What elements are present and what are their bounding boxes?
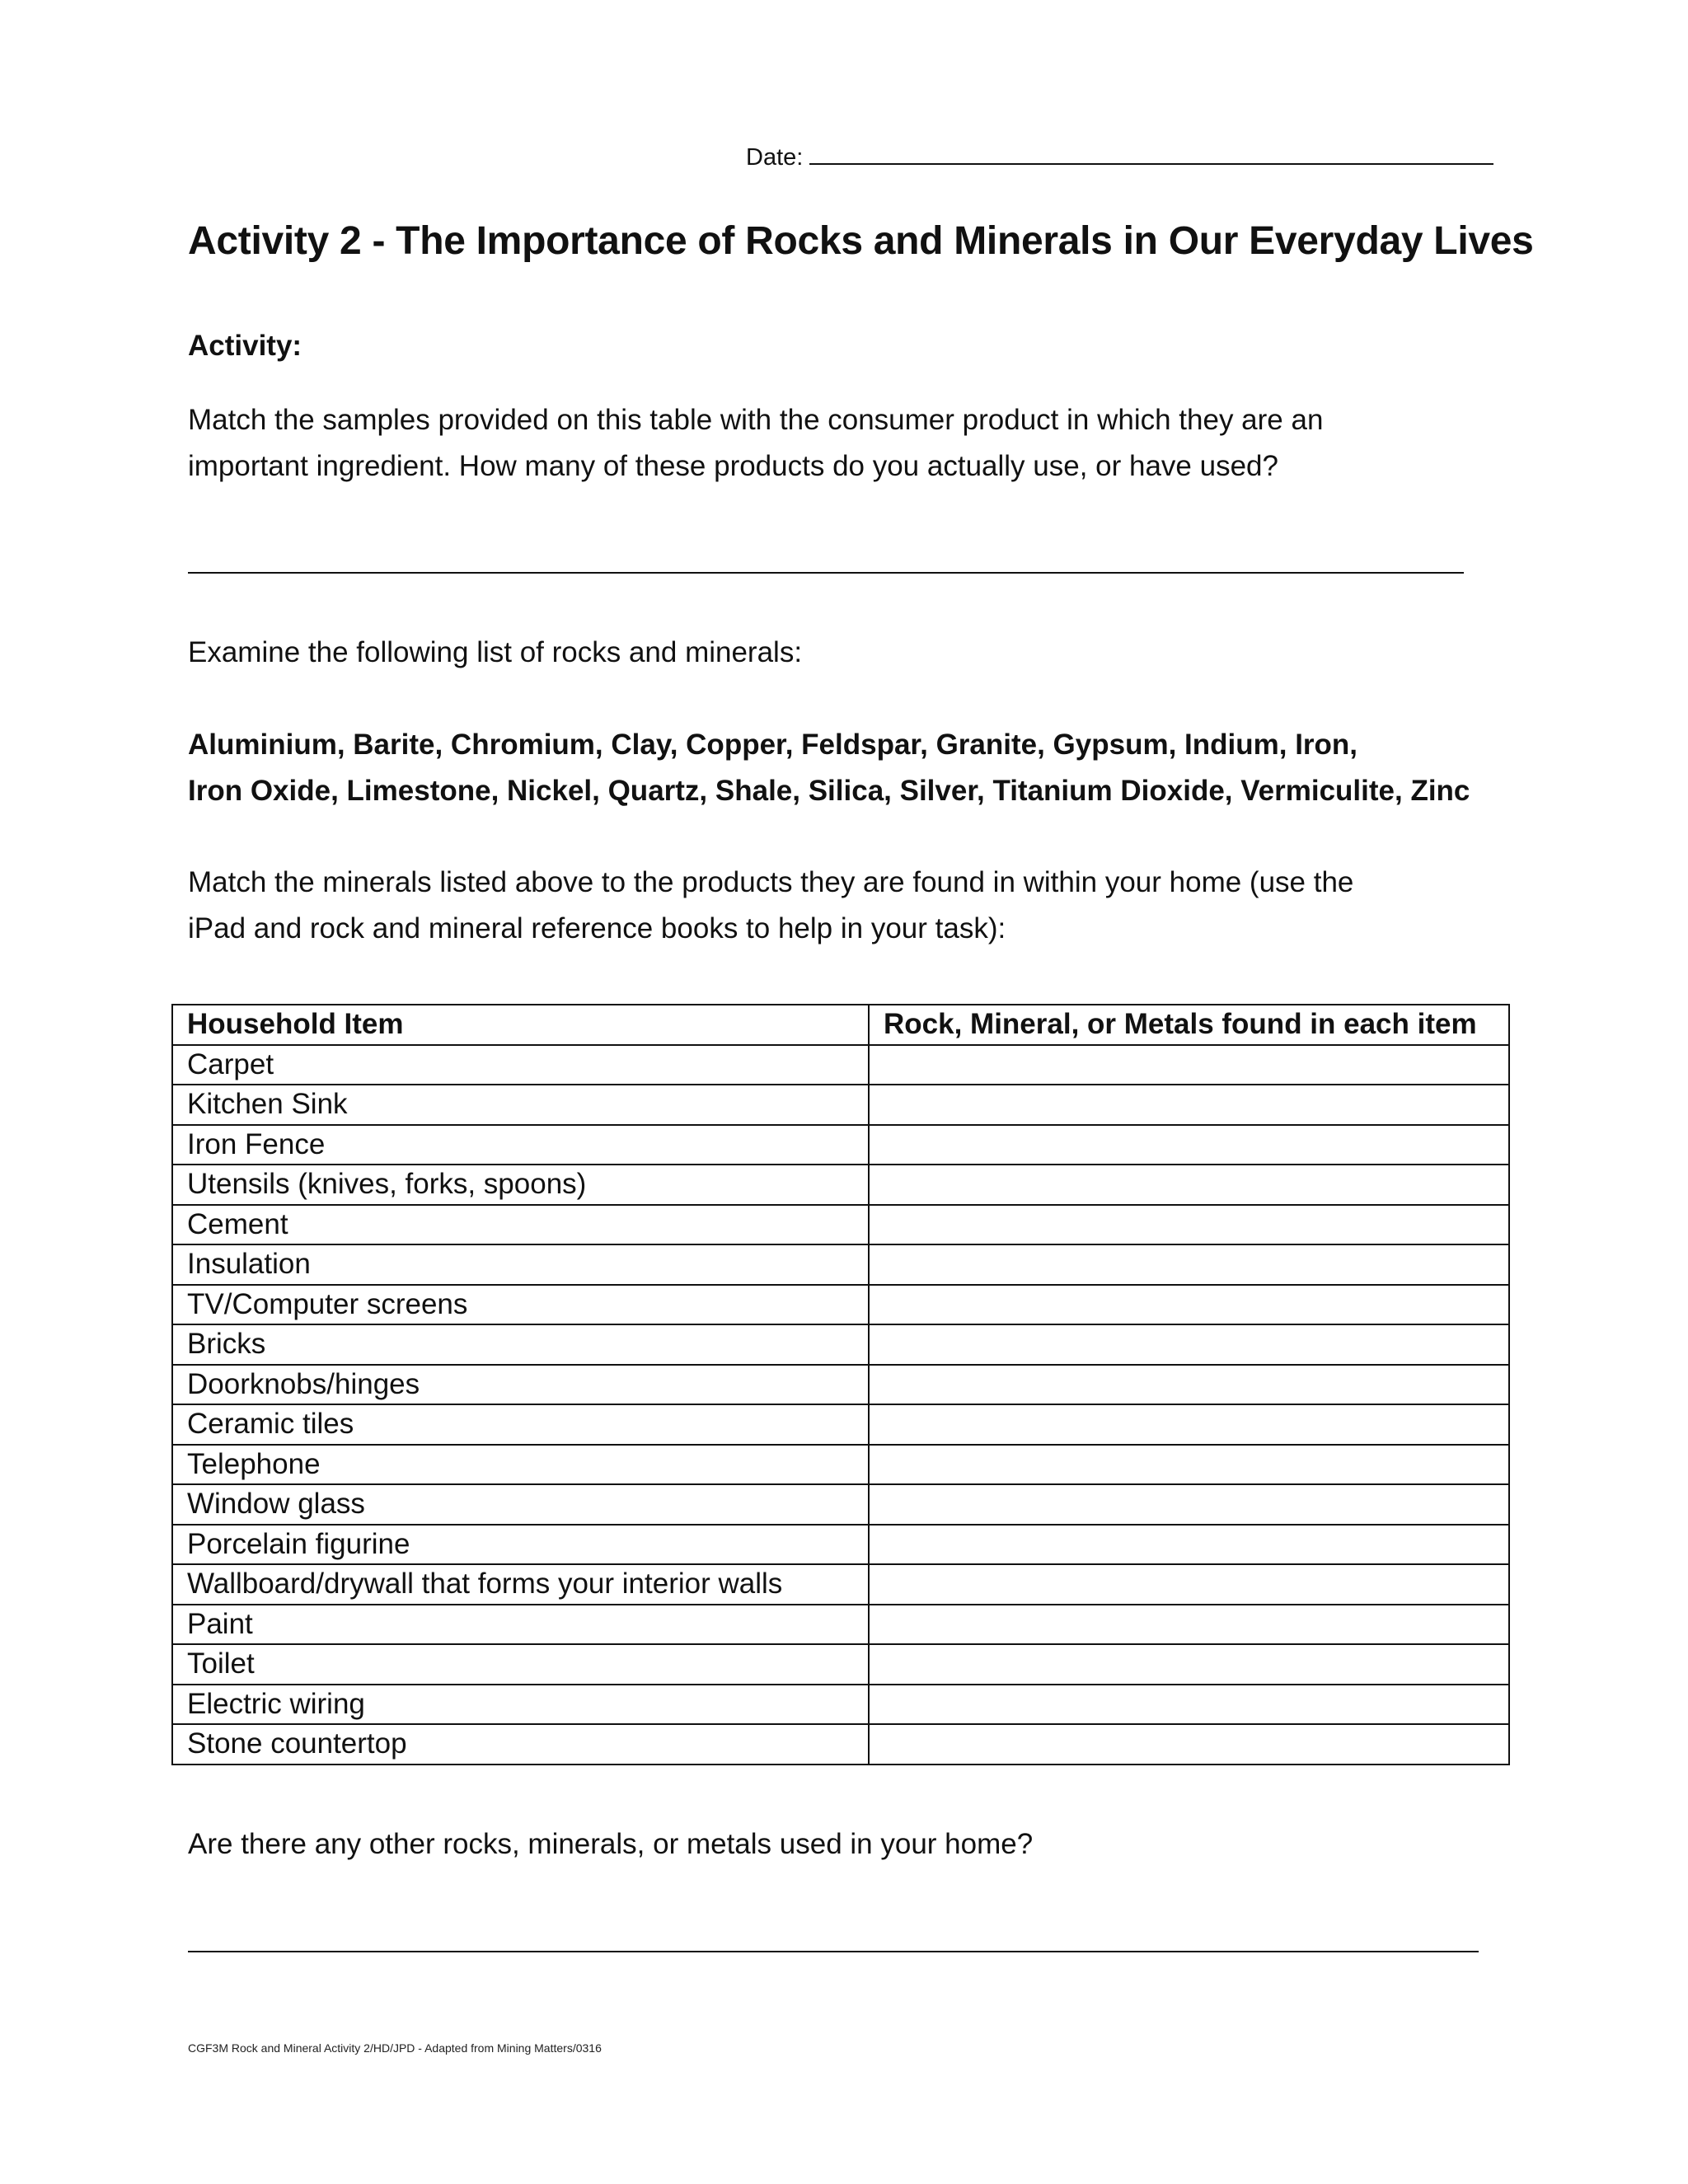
mineral-answer-cell[interactable] [869, 1244, 1509, 1285]
household-item-cell: Paint [172, 1605, 869, 1645]
table-row [172, 1085, 1509, 1125]
household-item-cell: Doorknobs/hinges [172, 1365, 869, 1405]
table-row [172, 1724, 1509, 1765]
page-title: Activity 2 - The Importance of Rocks and Minerals in Our Everyday Lives [188, 219, 1534, 263]
mineral-answer-cell[interactable] [869, 1445, 1509, 1485]
household-item-cell: Kitchen Sink [172, 1085, 869, 1125]
mineral-answer-cell[interactable] [869, 1085, 1509, 1125]
table-row [172, 1365, 1509, 1405]
household-items-table [171, 1004, 1508, 1765]
household-item-cell: Insulation [172, 1244, 869, 1285]
intro-paragraph [188, 397, 1323, 490]
table-row [172, 1564, 1509, 1605]
match-line-1: Match the minerals listed above to the products they are found in within your home (use the [188, 866, 1354, 898]
household-item-cell: Window glass [172, 1484, 869, 1525]
header-minerals-found: Rock, Mineral, or Metals found in each item [869, 1005, 1509, 1045]
table-header-row [172, 1005, 1509, 1045]
table-row [172, 1244, 1509, 1285]
household-item-cell: Cement [172, 1205, 869, 1245]
table-row [172, 1125, 1509, 1165]
mineral-answer-cell[interactable] [869, 1285, 1509, 1325]
intro-line-1: Match the samples provided on this table with the consumer product in which they are an [188, 404, 1324, 436]
mineral-list [188, 722, 1470, 814]
mineral-answer-cell[interactable] [869, 1324, 1509, 1365]
mineral-list-line-1: Aluminium, Barite, Chromium, Clay, Copper, Feldspar, Granite, Gypsum, Indium, Iron, [188, 729, 1358, 761]
intro-line-2: important ingredient. How many of these products do you actually use, or have used? [188, 450, 1278, 482]
table-row [172, 1324, 1509, 1365]
date-blank[interactable] [809, 140, 1493, 165]
household-item-cell: Stone countertop [172, 1724, 869, 1765]
mineral-answer-cell[interactable] [869, 1724, 1509, 1765]
household-item-cell: Telephone [172, 1445, 869, 1485]
match-line-2: iPad and rock and mineral reference books to help in your task): [188, 912, 1006, 944]
answer-blank-2[interactable] [188, 1951, 1479, 1952]
mineral-answer-cell[interactable] [869, 1365, 1509, 1405]
mineral-answer-cell[interactable] [869, 1564, 1509, 1605]
household-item-cell: Electric wiring [172, 1685, 869, 1725]
table-row [172, 1165, 1509, 1205]
table-row [172, 1484, 1509, 1525]
date-field [746, 140, 1493, 171]
mineral-answer-cell[interactable] [869, 1525, 1509, 1565]
table-row [172, 1525, 1509, 1565]
household-item-cell: Porcelain figurine [172, 1525, 869, 1565]
household-item-cell: Bricks [172, 1324, 869, 1365]
table-row [172, 1404, 1509, 1445]
header-household-item: Household Item [172, 1005, 869, 1045]
household-item-cell: Carpet [172, 1045, 869, 1085]
answer-blank-1[interactable] [188, 572, 1464, 574]
footer-text: CGF3M Rock and Mineral Activity 2/HD/JPD - Adapted from Mining Matters/0316 [188, 2041, 602, 2055]
table-row [172, 1445, 1509, 1485]
examine-text: Examine the following list of rocks and minerals: [188, 636, 803, 668]
table-row [172, 1685, 1509, 1725]
table-row [172, 1644, 1509, 1685]
household-item-cell: Utensils (knives, forks, spoons) [172, 1165, 869, 1205]
mineral-answer-cell[interactable] [869, 1605, 1509, 1645]
mineral-answer-cell[interactable] [869, 1484, 1509, 1525]
table-row [172, 1045, 1509, 1085]
mineral-answer-cell[interactable] [869, 1404, 1509, 1445]
date-label: Date: [746, 144, 804, 171]
household-item-cell: Iron Fence [172, 1125, 869, 1165]
mineral-answer-cell[interactable] [869, 1685, 1509, 1725]
closing-question: Are there any other rocks, minerals, or metals used in your home? [188, 1828, 1034, 1860]
household-item-cell: Toilet [172, 1644, 869, 1685]
household-item-cell: TV/Computer screens [172, 1285, 869, 1325]
mineral-answer-cell[interactable] [869, 1045, 1509, 1085]
match-instructions [188, 860, 1353, 952]
mineral-list-line-2: Iron Oxide, Limestone, Nickel, Quartz, Shale, Silica, Silver, Titanium Dioxide, Vermiculite, Zinc [188, 775, 1470, 807]
table-row [172, 1205, 1509, 1245]
table-row [172, 1285, 1509, 1325]
activity-heading: Activity: [188, 330, 302, 362]
table-row [172, 1605, 1509, 1645]
household-item-cell: Wallboard/drywall that forms your interior walls [172, 1564, 869, 1605]
mineral-answer-cell[interactable] [869, 1644, 1509, 1685]
household-item-cell: Ceramic tiles [172, 1404, 869, 1445]
mineral-answer-cell[interactable] [869, 1205, 1509, 1245]
mineral-answer-cell[interactable] [869, 1125, 1509, 1165]
mineral-answer-cell[interactable] [869, 1165, 1509, 1205]
